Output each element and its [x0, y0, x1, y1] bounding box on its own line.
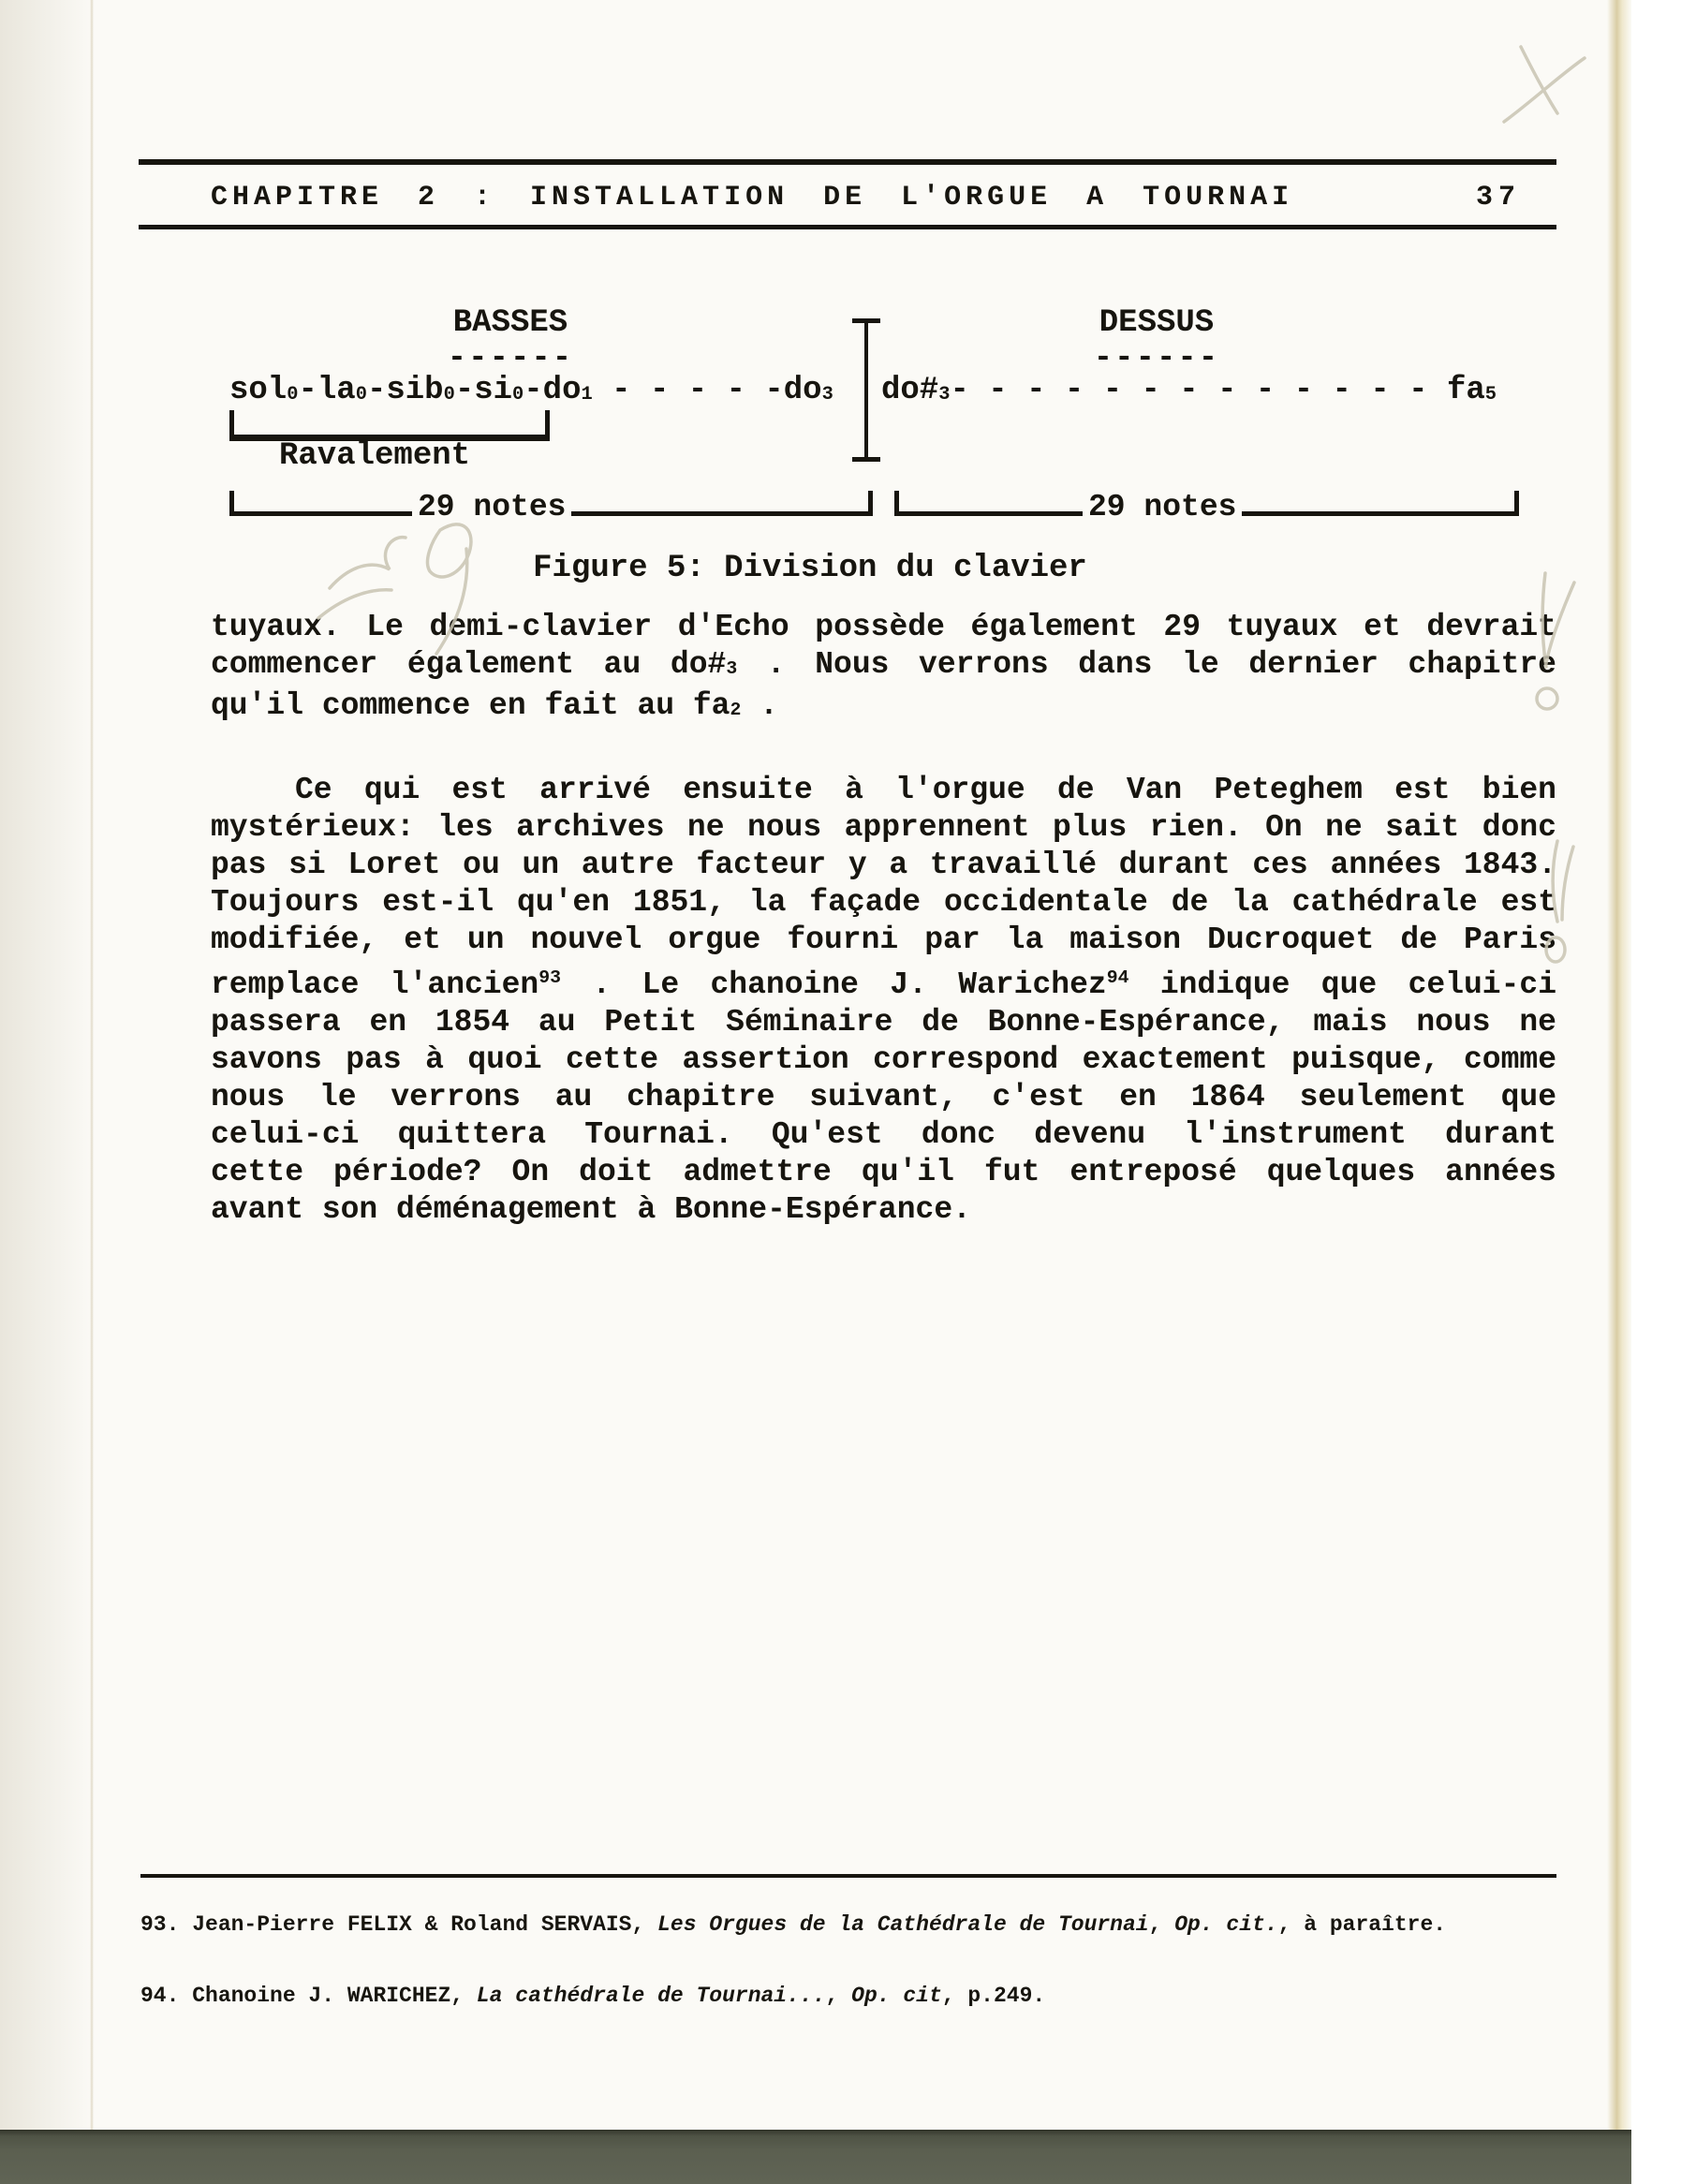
scribble-left-of-caption-icon [330, 538, 406, 588]
text-line: nous le verrons au chapitre suivant, c'est en 1864 seulement que [211, 1079, 1556, 1114]
text-line: remplace l'ancien$^{93}$ . Le chanoine J. Warichez$^{94}$ indique que celui-ci [211, 967, 1557, 1002]
text-line: savons pas à quoi cette assertion correspond exactement puisque, comme [211, 1041, 1556, 1077]
scribble-left-of-caption-icon [428, 524, 471, 577]
left-edge-shadow [0, 0, 112, 2184]
footnote-94: 94. Chanoine J. WARICHEZ, La cathédrale de Tournai..., Op. cit, p.249. [140, 1984, 1046, 2008]
ravalement-bracket [229, 410, 550, 441]
text-line: tuyaux. Le demi-clavier d'Echo possède également 29 tuyaux et devrait [211, 610, 1556, 644]
text-line: commencer également au $do\#_3$ . Nous verrons dans le dernier chapitre [211, 647, 1556, 682]
header-rule-bottom [139, 225, 1556, 229]
header-rule-top [139, 159, 1556, 165]
figure-basses-label: BASSES [452, 305, 568, 341]
text-line: pas si Loret ou un autre facteur y a travaillé durant ces années 1843. [211, 848, 1556, 882]
text-line: Toujours est-il qu'en 1851, la façade occidentale de la cathédrale est [211, 885, 1556, 920]
right-margin-strip [1631, 0, 1696, 2184]
dessus-29-notes-label: 29 notes [1083, 490, 1242, 524]
keyboard-split-bar-bottom-cap [852, 457, 880, 462]
footnote-rule [140, 1874, 1556, 1878]
basses-29-notes-label: 29 notes [412, 490, 571, 524]
text-line: modifiée, et un nouvel orgue fourni par la maison Ducroquet de Paris [211, 922, 1556, 957]
text-line: celui-ci quittera Tournai. Qu'est donc devenu l'instrument durant [211, 1116, 1556, 1152]
paragraph-van-peteghem [211, 772, 1556, 1229]
figure-dessus-underline: ------ [1093, 341, 1220, 376]
scanner-bed-band [0, 2130, 1631, 2184]
figure-caption: Figure 5: Division du clavier [533, 551, 1087, 586]
checkmark-top-right-icon [1504, 58, 1585, 122]
figure-note-range-dessus: $do\#_3-$ - - - - - - - - - - - - $fa_5$ [881, 373, 1497, 408]
figure-basses-underline: ------ [447, 341, 574, 376]
footnote-93: 93. Jean-Pierre FELIX & Roland SERVAIS, Les Orgues de la Cathédrale de Tournai, Op. cit., à paraître. [140, 1912, 1447, 1937]
left-fold-line [90, 0, 94, 2130]
stroke-right-margin-lower-icon [1562, 847, 1573, 920]
chapter-title: CHAPITRE 2 : INSTALLATION DE L'ORGUE A TOURNAI [211, 182, 1294, 214]
text-line: avant son déménagement à Bonne-Espérance. [211, 1191, 971, 1227]
text-line: passera en 1854 au Petit Séminaire de Bonne-Espérance, mais nous ne [211, 1004, 1556, 1040]
text-line: qu'il commence en fait au $fa_2$ . [211, 688, 778, 724]
figure-dessus-label: DESSUS [1099, 305, 1215, 341]
basses-29-notes-bracket [229, 490, 873, 524]
ravalement-label: Ravalement [279, 438, 471, 474]
dessus-29-notes-bracket [894, 490, 1519, 524]
figure-note-range-basses: $sol_0-la_0-sib_0-si_0-do_1$ - - - - $-do_3$ [229, 373, 833, 408]
paragraph-tuyaux [211, 609, 1556, 729]
text-line: cette période? On doit admettre qu'il fut entreposé quelques années [211, 1154, 1556, 1189]
right-fold-line [1607, 0, 1631, 2130]
text-line: Ce qui est arrivé ensuite à l'orgue de Van Peteghem est bien [295, 773, 1556, 807]
keyboard-split-bar [864, 321, 868, 460]
checkmark-top-right-icon [1521, 47, 1557, 113]
page-number: 37 [1476, 182, 1522, 214]
text-line: mystérieux: les archives ne nous apprennent plus rien. On ne sait donc [211, 810, 1556, 845]
